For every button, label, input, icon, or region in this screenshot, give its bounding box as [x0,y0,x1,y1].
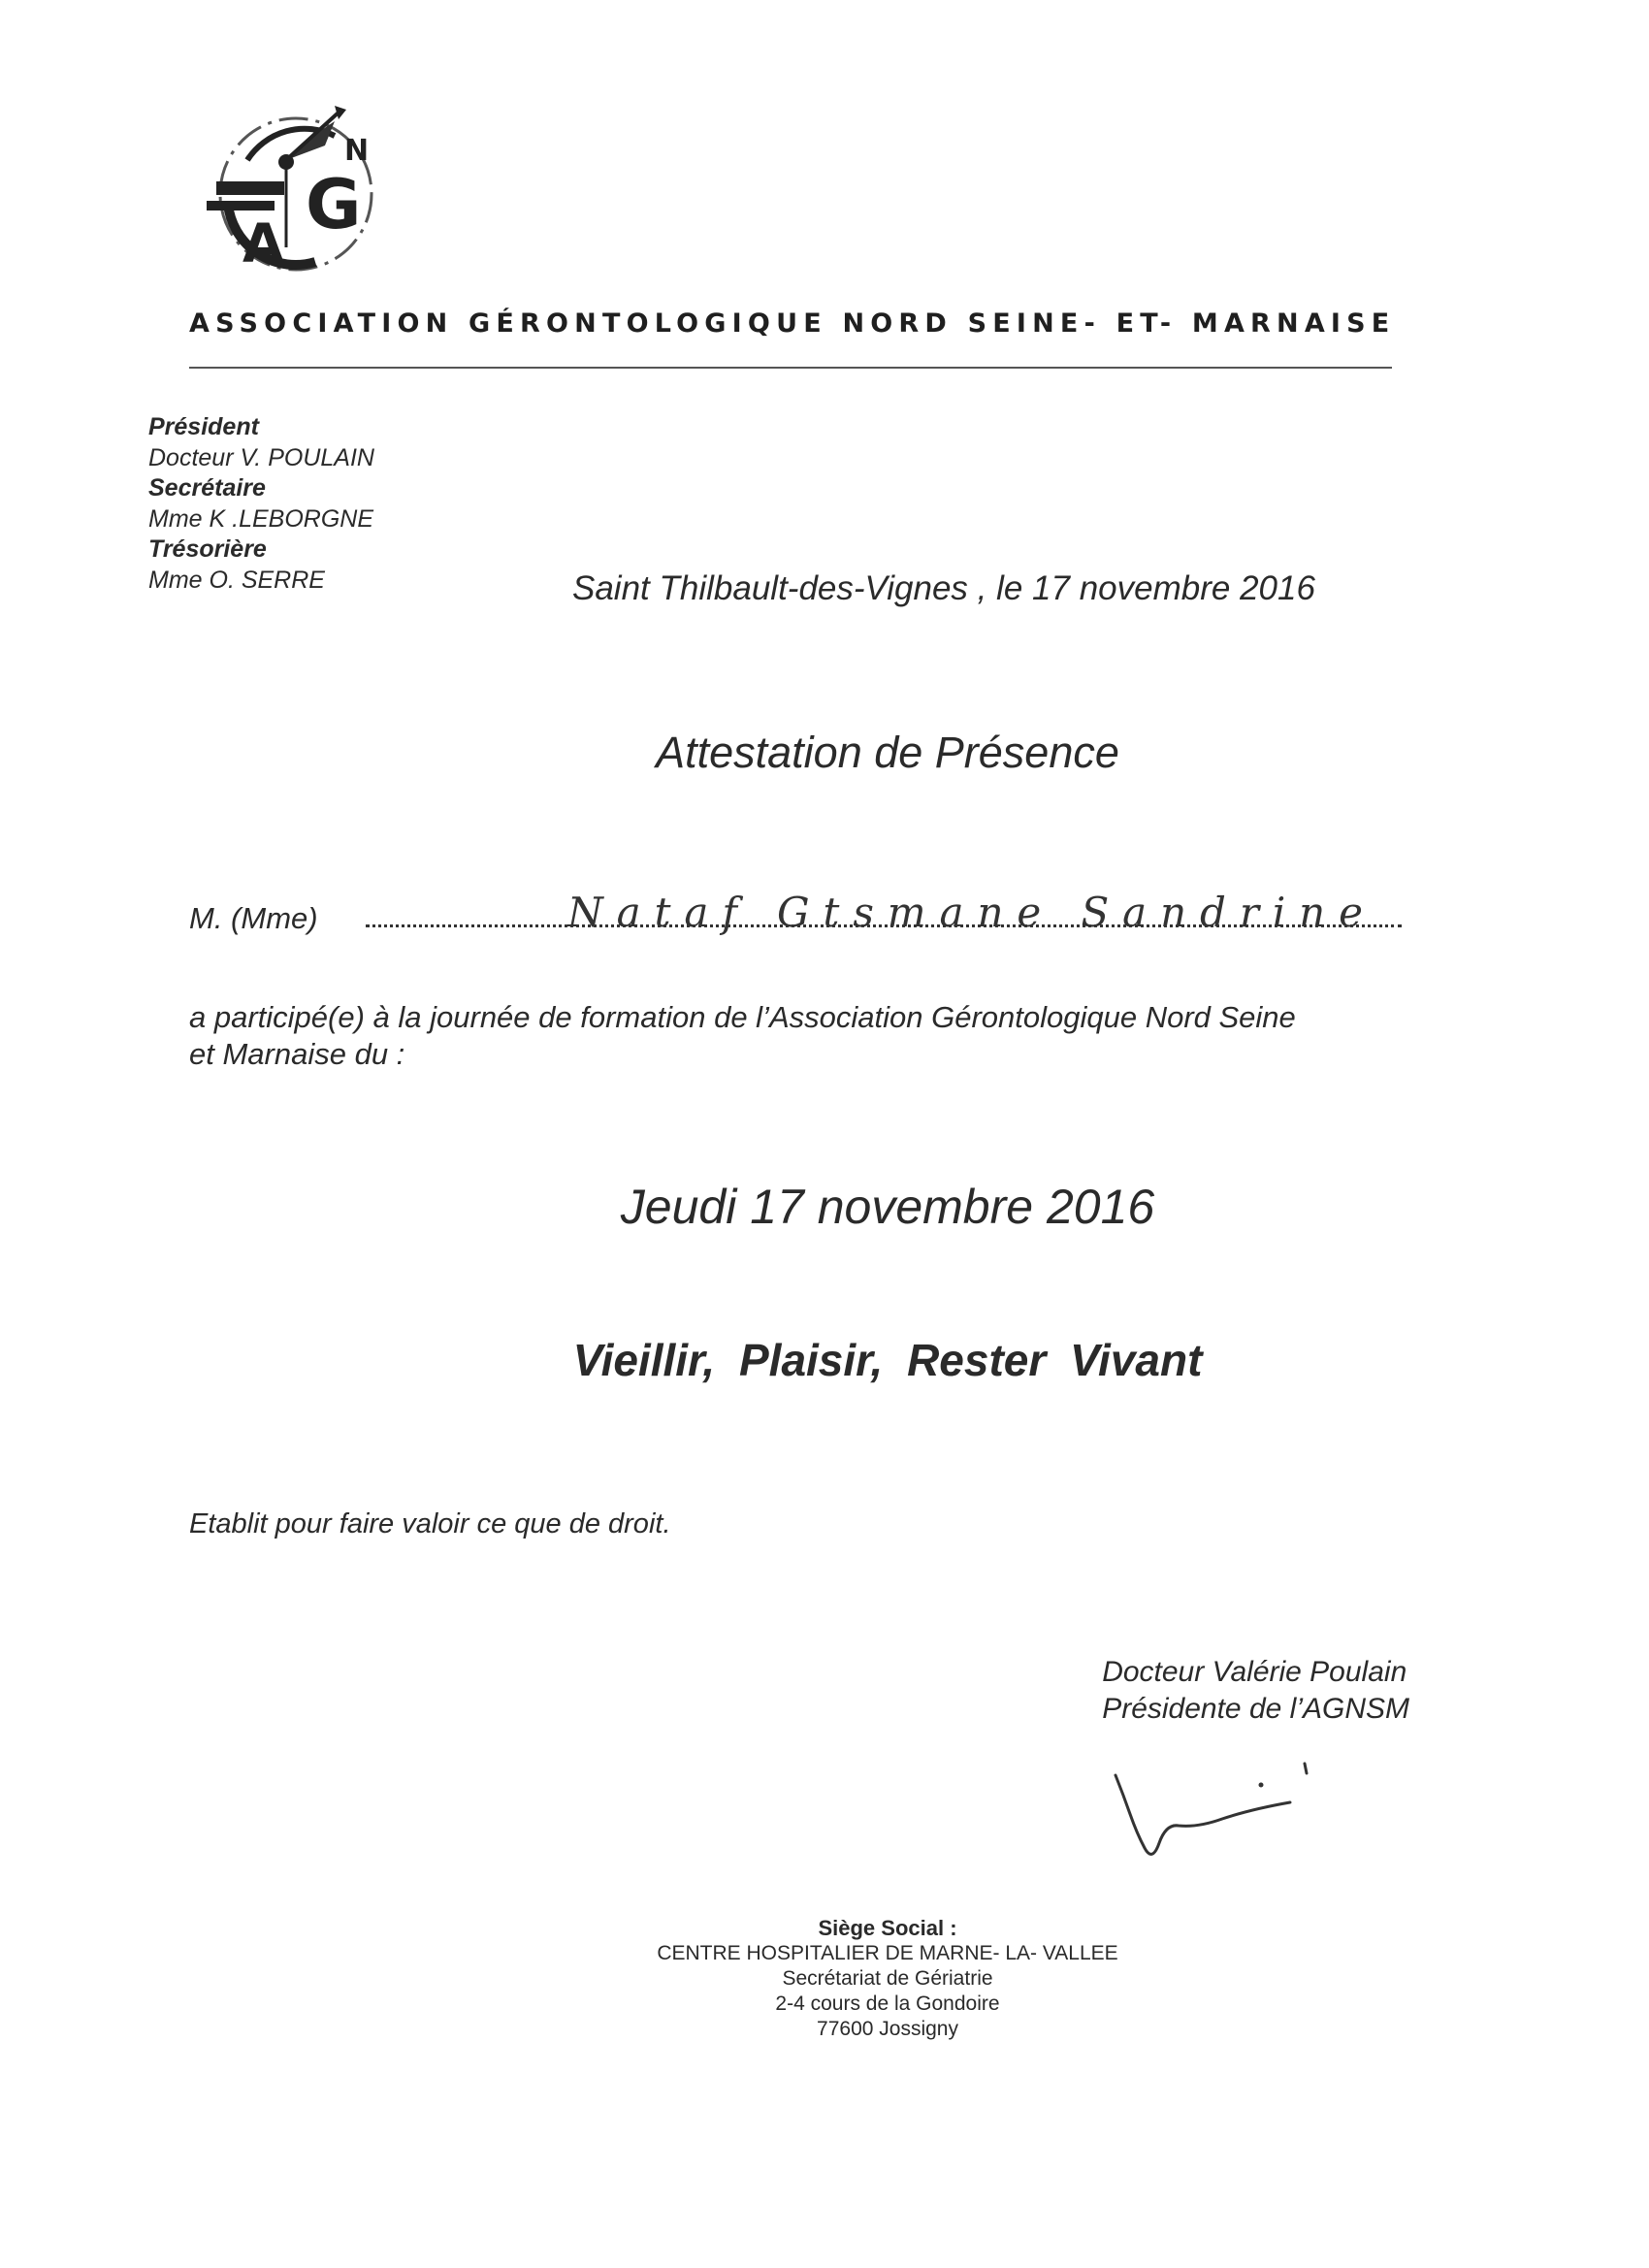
signatory-block [1102,1654,1409,1728]
participation-text-line: et Marnaise du : [189,1037,405,1071]
closing-statement: Etablit pour faire valoir ce que de droit. [189,1508,671,1539]
agnsm-logo [189,92,383,276]
attendee-name-handwritten [567,878,1402,946]
signature [1106,1756,1319,1872]
attendee-label: M. (Mme) [189,901,318,935]
officer-name: Mme O. SERRE [148,566,325,594]
footer-line: Secrétariat de Gériatrie [782,1967,993,1990]
officer-role: Trésorière [148,535,267,563]
participation-text-line: a participé(e) à la journée de formation de l’Association Gérontologique Nord Seine [189,1000,1296,1034]
footer-line: 2-4 cours de la Gondoire [775,1993,1000,2015]
officer-name: Mme K .LEBORGNE [148,504,373,533]
signatory-name: Docteur Valérie Poulain [1102,1656,1407,1688]
logo-letter-g: G [306,165,362,244]
event-theme: Vieillir, Plaisir, Rester Vivant [572,1335,1203,1385]
officer-name: Docteur V. POULAIN [148,443,374,471]
officer-role: Secrétaire [148,474,266,502]
footer-address [0,1916,1649,2042]
event-date: Jeudi 17 novembre 2016 [620,1180,1155,1234]
officers-list [148,412,374,596]
header-divider [189,367,1392,369]
footer-line: CENTRE HOSPITALIER DE MARNE- LA- VALLEE [657,1942,1118,1964]
footer-line: 77600 Jossigny [817,2018,958,2040]
place-and-date: Saint Thilbault-des-Vignes , le 17 novembre 2016 [572,569,1315,607]
signatory-title: Présidente de l’AGNSM [1102,1693,1409,1725]
officer-role: Président [148,413,259,440]
siege-social-label: Siège Social : [818,1916,957,1940]
participation-text [189,999,1411,1073]
association-name: ASSOCIATION GÉRONTOLOGIQUE NORD SEINE- ET- MARNAISE [189,308,1396,339]
attendee-name: Nataf Gtsmane Sandrine [567,889,1363,936]
logo-letter-a: A [242,212,284,275]
logo-letter-n: N [344,134,370,168]
document-title: Attestation de Présence [656,728,1119,777]
attendee-line [189,888,1402,946]
